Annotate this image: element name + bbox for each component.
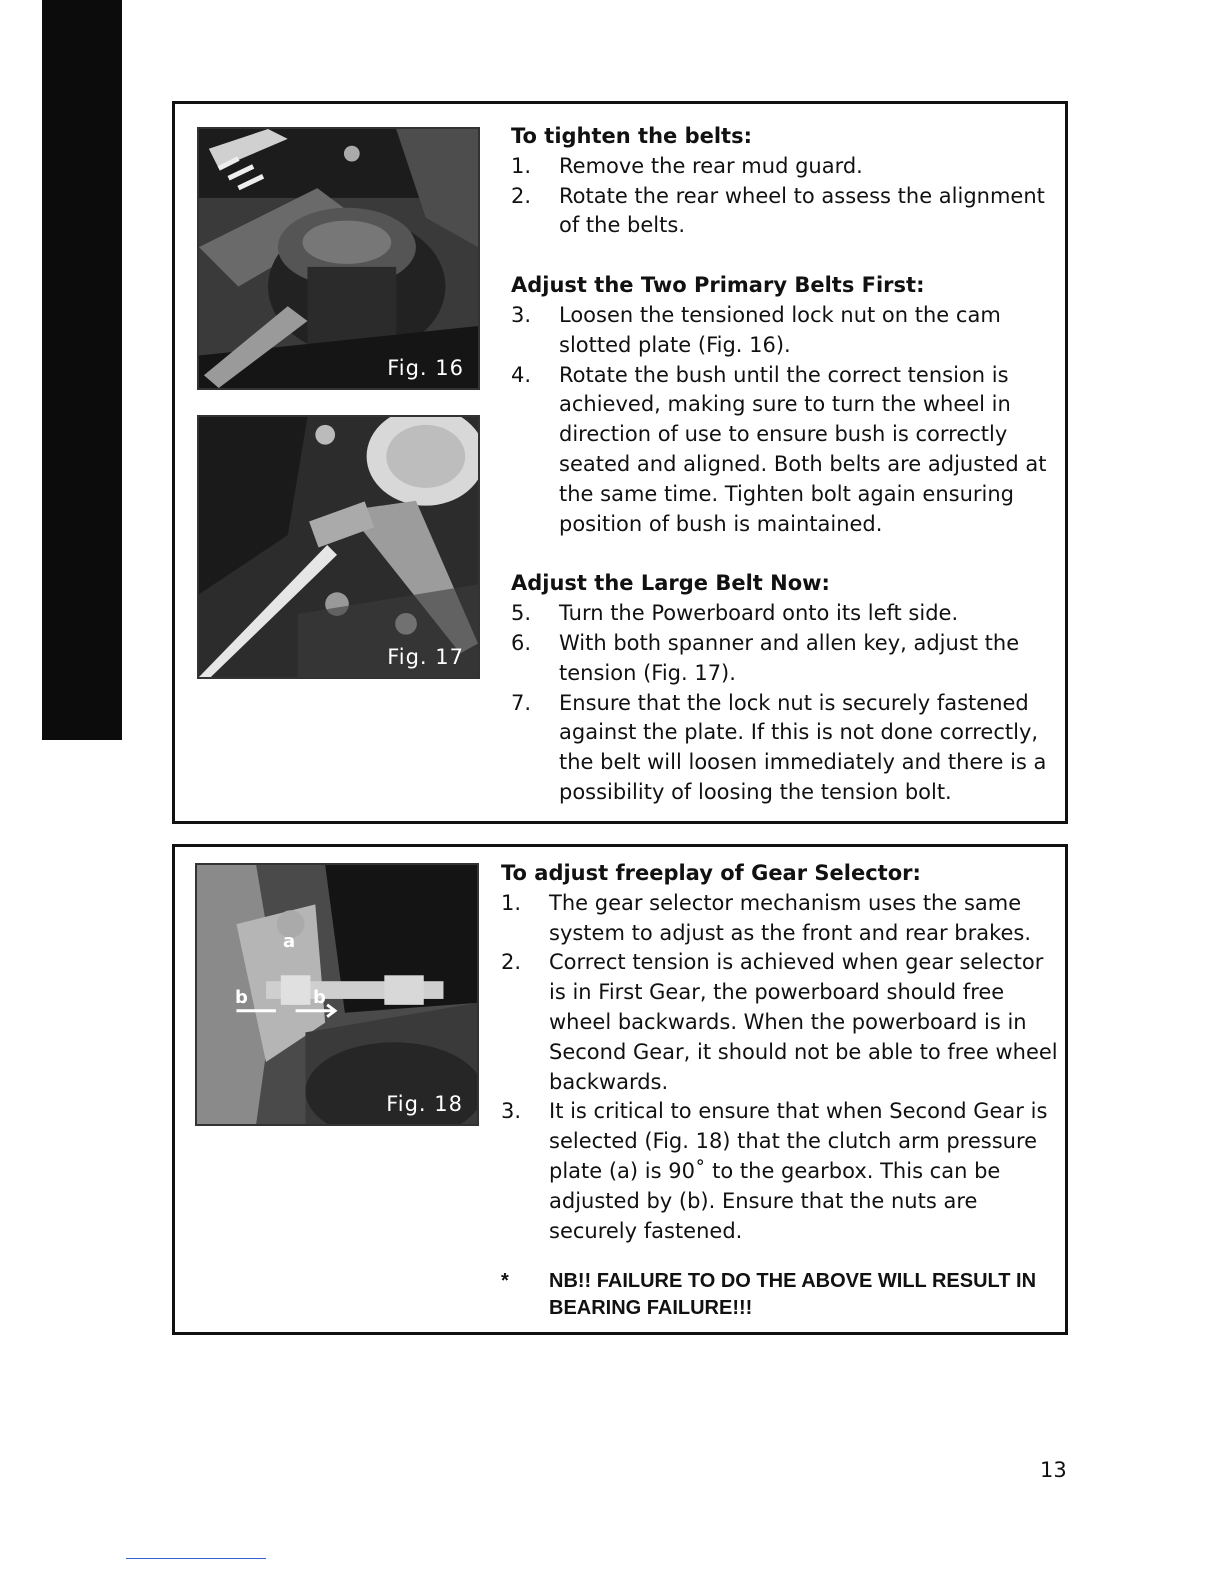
step-text: Turn the Powerboard onto its left side. (559, 601, 959, 626)
gear-selector-instructions (501, 859, 1061, 1322)
step-number: 2. (501, 950, 522, 975)
step-text: Ensure that the lock nut is securely fastened against the plate. If this is not done correctly, the belt will loosen immediately and there is a possibility of loosing the tension bolt. (559, 690, 1047, 804)
list-item (511, 629, 1059, 689)
list-item (511, 599, 1059, 629)
figure-17-label: Fig. 17 (387, 645, 464, 669)
figure-18-label: Fig. 18 (386, 1092, 463, 1116)
figure-17-photo (197, 415, 480, 679)
callout-a: a (283, 931, 296, 952)
step-text: Correct tension is achieved when gear selector is in First Gear, the powerboard should free wheel backwards. When the powerboard is in Second Gear, it should not be able to free wheel backwards. (549, 950, 1058, 1094)
step-number: 1. (501, 890, 522, 915)
callout-b-right: b (313, 987, 326, 1008)
list-item (511, 301, 1059, 361)
figure-18-photo (195, 863, 479, 1126)
step-number: 3. (511, 302, 532, 327)
belt-instructions (511, 122, 1059, 808)
step-text: It is critical to ensure that when Second Gear is selected (Fig. 18) that the clutch arm pressure plate (a) is 90˚ to the gearbox. This can be adjusted by (b). Ensure that the nuts are securely fastened. (549, 1099, 1048, 1243)
section-title: J. ADJUSTING THE BELT AND CHAIN (129, 315, 151, 736)
heading-gear-selector: To adjust freeplay of Gear Selector: (501, 861, 921, 885)
step-text: Rotate the bush until the correct tension is achieved, making sure to turn the wheel in direction of use to ensure bush is correctly seated and aligned. Both belts are adjusted at the same time. Tighten bolt again ensuring position of bush is maintained. (559, 362, 1047, 536)
figure-16-photo (197, 127, 480, 390)
steps-large-belt (511, 599, 1059, 808)
step-text: Rotate the rear wheel to assess the alignment of the belts. (559, 183, 1045, 238)
step-number: 7. (511, 690, 532, 715)
list-item (511, 182, 1059, 242)
note-text: NB!! FAILURE TO DO THE ABOVE WILL RESULT IN BEARING FAILURE!!! (549, 1270, 1037, 1320)
note-asterisk: * (501, 1270, 509, 1293)
heading-primary-belts: Adjust the Two Primary Belts First: (511, 273, 925, 298)
belt-adjustment-panel (172, 101, 1068, 824)
section-side-tab (42, 0, 151, 740)
list-item (501, 1097, 1061, 1246)
footnote-divider (126, 1558, 266, 1559)
heading-tighten-belts: To tighten the belts: (511, 124, 752, 148)
list-item (511, 361, 1059, 540)
step-text: Remove the rear mud guard. (559, 153, 863, 178)
step-text: With both spanner and allen key, adjust the tension (Fig. 17). (559, 630, 1020, 685)
steps-gear-selector (501, 889, 1061, 1247)
list-item (501, 948, 1061, 1097)
step-number: 4. (511, 362, 532, 387)
warning-note (501, 1268, 1061, 1322)
heading-large-belt: Adjust the Large Belt Now: (511, 571, 830, 596)
steps-primary-belts (511, 301, 1059, 539)
figure-16-label: Fig. 16 (387, 356, 464, 380)
step-number: 6. (511, 630, 532, 655)
steps-tighten-belts (511, 152, 1059, 241)
list-item (501, 889, 1061, 949)
step-number: 1. (511, 153, 532, 178)
gear-selector-panel (172, 844, 1068, 1335)
page-number: 13 (1040, 1458, 1067, 1482)
step-number: 2. (511, 183, 532, 208)
step-text: The gear selector mechanism uses the same system to adjust as the front and rear brakes. (549, 890, 1032, 945)
step-text: Loosen the tensioned lock nut on the cam slotted plate (Fig. 16). (559, 302, 1001, 357)
step-number: 3. (501, 1099, 522, 1124)
list-item (511, 689, 1059, 808)
callout-b-left: b (235, 987, 248, 1008)
list-item (511, 152, 1059, 182)
step-number: 5. (511, 601, 532, 626)
